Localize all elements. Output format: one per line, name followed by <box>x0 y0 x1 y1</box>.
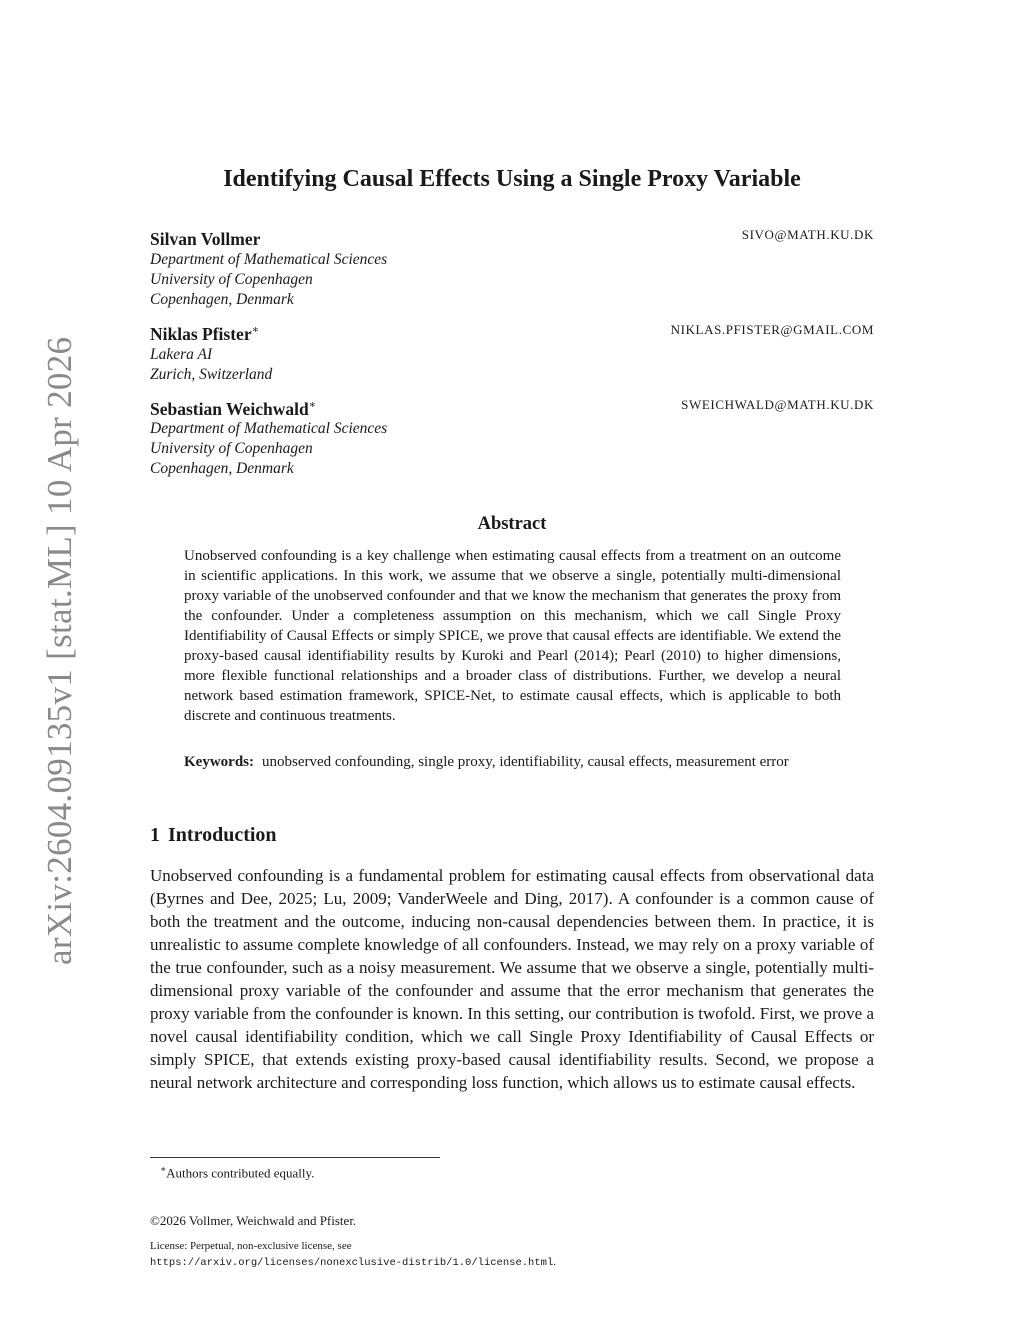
license-link[interactable]: https://arxiv.org/licenses/nonexclusive-distrib/1.0/license.html <box>150 1257 554 1269</box>
section-heading <box>150 824 277 847</box>
author-block <box>150 394 874 480</box>
abstract-text: Unobserved confounding is a key challenge when estimating causal effects from a treatment on an outcome in scientific applications. In this work, we assume that we observe a single, potentially multi-dimensional proxy variable of the unobserved confounder and that we know the mechanism that generates the proxy from the confounder. Under a completeness assumption on this mechanism, which we call Single Proxy Identifiability of Causal Effects or simply SPICE, we prove that causal effects are identifiable. We extend the proxy-based causal identifiability results by Kuroki and Pearl (2014); Pearl (2010) to higher dimensions, more flexible functional relationships and a broader class of distributions. Further, we develop a neural network based estimation framework, SPICE-Net, to estimate causal effects, which is applicable to both discrete and continuous treatments. <box>184 548 841 724</box>
author-email[interactable]: SWEICHWALD@MATH.KU.DK <box>681 396 874 412</box>
keywords-text: unobserved confounding, single proxy, identifiability, causal effects, measurement error <box>262 754 789 770</box>
abstract-heading: Abstract <box>477 514 547 534</box>
license-notice <box>150 1238 556 1271</box>
affiliation-line: University of Copenhagen <box>150 440 313 458</box>
affiliation-line: Department of Mathematical Sciences <box>150 420 388 438</box>
author-block <box>150 319 874 385</box>
footnote-text: Authors contributed equally. <box>166 1165 315 1181</box>
affiliation-line: University of Copenhagen <box>150 270 313 288</box>
introduction-text: Unobserved confounding is a fundamental problem for estimating causal effects from observational data (Byrnes and Dee, 2025; Lu, 2009; VanderWeele and Ding, 2017). A confounder is a common cause of both the treatment and the outcome, inducing non-causal dependencies between them. In practice, it is unrealistic to assume complete knowledge of all confounders. Instead, we may rely on a proxy variable of the true confounder, such as a noisy measurement. We assume that we observe a single, potentially multi-dimensional proxy variable of the confounder and assume that the error mechanism that generates the proxy variable from the confounder is known. In this setting, our contribution is twofold. First, we prove a novel causal identifiability condition, which we call Single Proxy Identifiability of Causal Effects or simply SPICE, that extends existing proxy-based causal identifiability results. Second, we propose a neural network architecture and corresponding loss function, which allows us to estimate causal effects. <box>150 866 874 1092</box>
footnote-divider <box>150 1157 440 1158</box>
author-mark: ∗ <box>251 323 260 336</box>
affiliation-line: Copenhagen, Denmark <box>150 460 294 478</box>
author-name: Niklas Pfister <box>150 323 252 344</box>
affiliation-line: Lakera AI <box>150 345 213 363</box>
keywords <box>184 752 841 772</box>
affiliation-line: Copenhagen, Denmark <box>150 290 294 308</box>
author-mark: ∗ <box>308 398 317 411</box>
author-email[interactable]: NIKLAS.PFISTER@GMAIL.COM <box>670 321 874 337</box>
author-name: Silvan Vollmer <box>150 228 261 249</box>
copyright-notice: ©2026 Vollmer, Weichwald and Pfister. <box>150 1213 357 1228</box>
author-list <box>150 224 874 488</box>
affiliation-line: Zurich, Switzerland <box>150 365 273 383</box>
footnote-mark: ∗ <box>160 1164 167 1174</box>
author-name: Sebastian Weichwald <box>150 398 309 419</box>
license-text: License: Perpetual, non-exclusive license, see <box>150 1240 352 1252</box>
section-number: 1 <box>150 824 160 846</box>
arxiv-identifier: arXiv:2604.09135v1 [stat.ML] 10 Apr 2026 <box>40 336 79 965</box>
keywords-label: Keywords: <box>184 754 254 770</box>
license-trailing: . <box>553 1256 557 1268</box>
footnote <box>160 1161 314 1181</box>
affiliation-line: Department of Mathematical Sciences <box>150 250 388 268</box>
paper-title: Identifying Causal Effects Using a Single Proxy Variable <box>223 166 801 192</box>
section-title: Introduction <box>168 824 277 846</box>
author-email[interactable]: SIVO@MATH.KU.DK <box>741 227 874 242</box>
author-block <box>150 224 874 310</box>
